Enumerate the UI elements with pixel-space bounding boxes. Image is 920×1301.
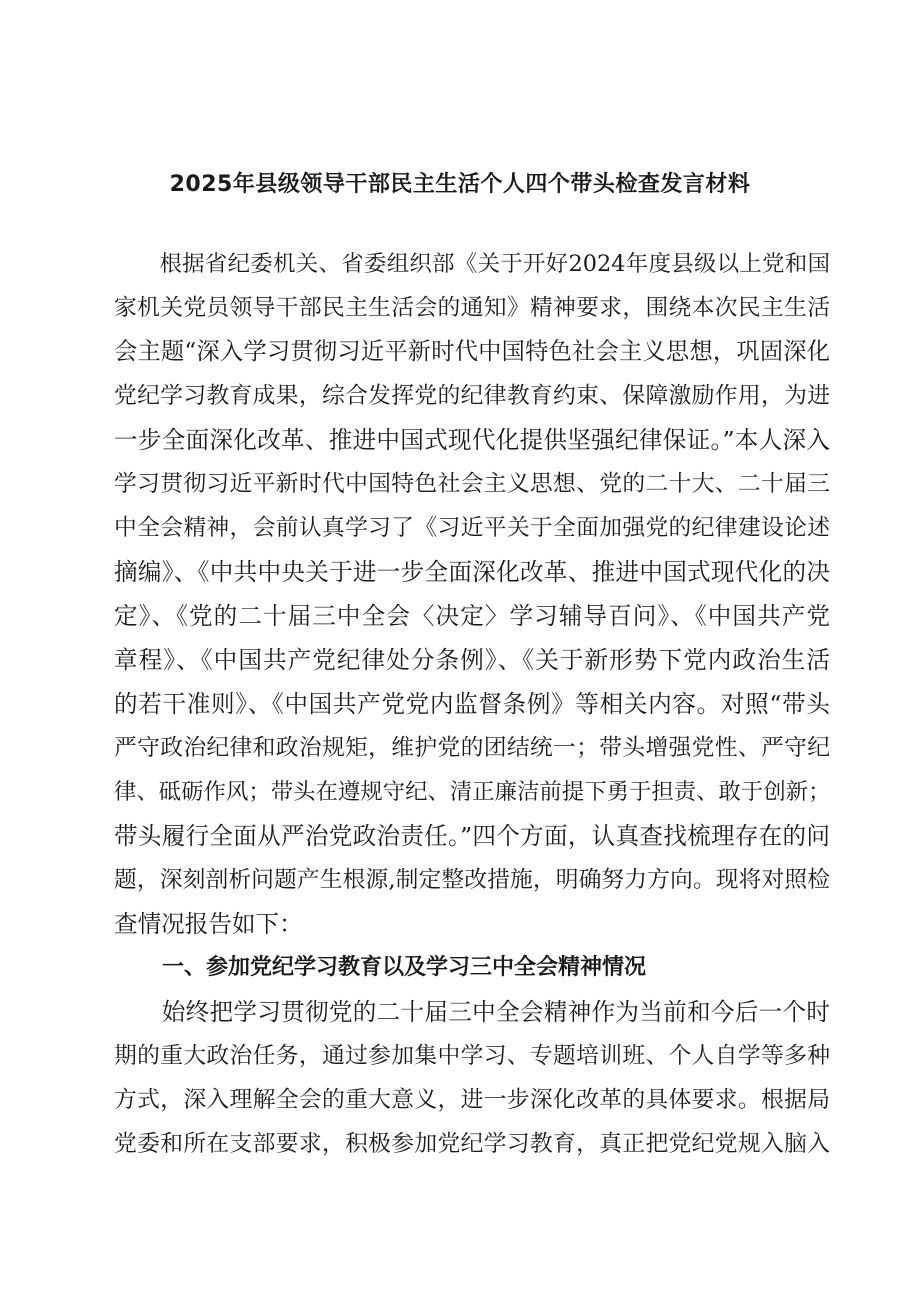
paragraph-line: 定》、《党的二十届三中全会〈决定〉学习辅导百问》、《中国共产党 — [114, 602, 830, 630]
paragraph-study — [114, 990, 830, 1166]
document-title: 2025年县级领导干部民主生活个人四个带头检查发言材料 — [169, 172, 751, 197]
paragraph-line: 期的重大政治任务，通过参加集中学习、专题培训班、个人自学等多种 — [114, 1043, 830, 1069]
paragraph-line: 方式，深入理解全会的重大意义，进一步深化改革的具体要求。根据局 — [114, 1087, 830, 1113]
paragraph-line: 题，深刻剖析问题产生根源,制定整改措施，明确努力方向。现将对照检 — [114, 867, 830, 893]
section-heading: 一、参加党纪学习教育以及学习三中全会精神情况 — [162, 955, 647, 980]
paragraph-line: 的若干准则》、《中国共产党党内监督条例》等相关内容。对照“带头 — [114, 690, 830, 718]
paragraph-line: 会主题“深入学习贯彻习近平新时代中国特色社会主义思想，巩固深化 — [114, 338, 830, 365]
paragraph-line: 家机关党员领导干部民主生活会的通知》精神要求，围绕本次民主生活 — [114, 295, 830, 321]
paragraph-line: 律、砥砺作风；带头在遵规守纪、清正廉洁前提下勇于担责、敢于创新； — [114, 779, 830, 805]
paragraph-line: 中全会精神，会前认真学习了《习近平关于全面加强党的纪律建设论述 — [114, 515, 830, 541]
paragraph-line: 党纪学习教育成果，综合发挥党的纪律教育约束、保障激励作用，为进 — [114, 383, 830, 409]
paragraph-line: 根据省纪委机关、省委组织部《关于开好2024年度县级以上党和国 — [114, 251, 830, 277]
paragraph-line: 严守政治纪律和政治规矩，维护党的团结统一；带头增强党性、严守纪 — [114, 735, 830, 761]
paragraph-line: 始终把学习贯彻党的二十届三中全会精神作为当前和今后一个时 — [114, 998, 830, 1026]
paragraph-intro — [114, 242, 830, 946]
paragraph-line: 摘编》、《中共中央关于进一步全面深化改革、推进中国式现代化的决 — [114, 558, 830, 586]
paragraph-line: 学习贯彻习近平新时代中国特色社会主义思想、党的二十大、二十届三 — [114, 471, 830, 497]
paragraph-line: 一步全面深化改革、推进中国式现代化提供坚强纪律保证。”本人深入 — [114, 426, 830, 454]
paragraph-line: 查情况报告如下： — [114, 910, 303, 938]
paragraph-line: 党委和所在支部要求，积极参加党纪学习教育，真正把党纪党规入脑入 — [114, 1131, 830, 1157]
paragraph-line: 章程》、《中国共产党纪律处分条例》、《关于新形势下党内政治生活 — [114, 646, 830, 674]
paragraph-line: 带头履行全面从严治党政治责任。”四个方面，认真查找梳理存在的问 — [114, 822, 830, 850]
